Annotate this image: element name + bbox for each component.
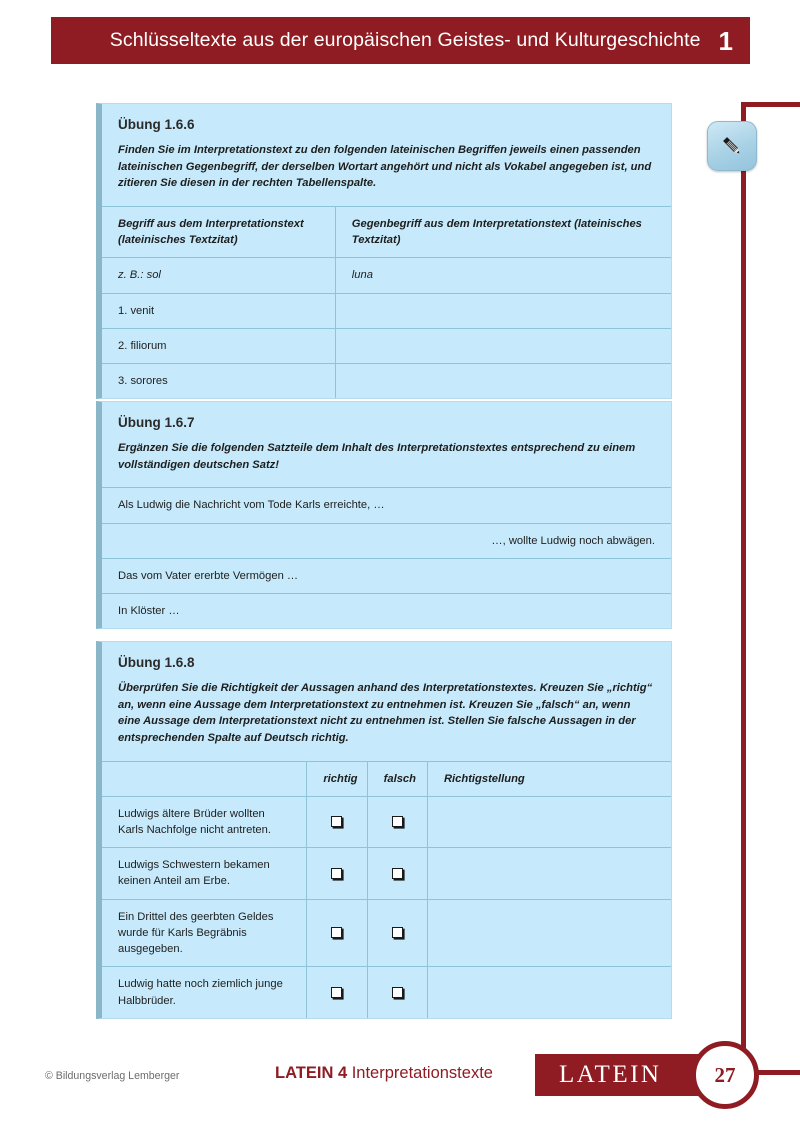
column-header-falsch: falsch <box>367 762 427 797</box>
checkbox-cell-richtig[interactable] <box>307 899 367 967</box>
exercise-table <box>102 207 671 398</box>
table-row <box>102 328 671 363</box>
sentence-fragment[interactable]: Das vom Vater ererbte Vermögen … <box>102 558 671 593</box>
table-row <box>102 848 671 899</box>
statement-text: Ludwigs ältere Brüder wollten Karls Nachfolge nicht antreten. <box>102 796 307 847</box>
table-row <box>102 293 671 328</box>
exercise-title: Übung 1.6.6 <box>118 117 195 132</box>
exercise-box-1-6-6 <box>96 103 672 399</box>
table-row <box>102 523 671 558</box>
row-answer[interactable] <box>335 328 671 363</box>
checkbox-cell-falsch[interactable] <box>367 796 427 847</box>
chapter-number: 1 <box>718 25 733 56</box>
red-rail-bottom-connector <box>757 1070 800 1075</box>
exercise-header <box>102 642 671 762</box>
exercise-instruction: Finden Sie im Interpretationstext zu den folgenden lateinischen Begriffen jeweils einen passenden lateinischen Gegenbegriff, der derselben Wortart angehört und nicht als Vokabel angegeben ist, und zitieren Sie diesen in der rechten Tabellenspalte. <box>118 144 652 190</box>
exercise-instruction: Ergänzen Sie die folgenden Satzteile dem Inhalt des Interpretationstextes entsprechend zu einem vollständigen deutschen Satz! <box>118 442 636 471</box>
row-term: 2. filiorum <box>102 328 335 363</box>
row-answer[interactable] <box>335 364 671 399</box>
statement-text: Ein Drittel des geerbten Geldes wurde für Karls Begräbnis ausgegeben. <box>102 899 307 967</box>
red-rail-top-connector <box>741 102 800 107</box>
column-header-line2: (lateinisches Textzitat) <box>118 234 238 247</box>
exercise-header <box>102 402 671 488</box>
sentence-fragment[interactable]: …, wollte Ludwig noch abwägen. <box>102 523 671 558</box>
statement-text: Ludwig hatte noch ziemlich junge Halbbrüder. <box>118 978 283 1007</box>
sentence-fragment[interactable]: In Klöster … <box>118 605 180 618</box>
exercise-title: Übung 1.6.8 <box>118 655 195 670</box>
exercise-title: Übung 1.6.7 <box>118 415 195 430</box>
checkbox-cell-falsch[interactable] <box>367 899 427 967</box>
column-header-richtigstellung: Richtigstellung <box>427 762 671 797</box>
page-header-bar <box>51 17 750 64</box>
checkbox-richtig-icon[interactable] <box>331 868 342 879</box>
checkbox-richtig-icon[interactable] <box>331 816 342 827</box>
table-row <box>102 488 671 523</box>
checkbox-richtig-icon[interactable] <box>331 927 342 938</box>
correction-input-cell[interactable] <box>427 967 671 1018</box>
table-row <box>102 258 671 293</box>
red-rail-vertical <box>741 102 746 1070</box>
column-header-gegenbegriff: Gegenbegriff aus dem Interpretationstext (lateinisches Textzitat) <box>335 207 671 258</box>
exercise-table <box>102 762 671 1018</box>
sentence-fragment[interactable]: Als Ludwig die Nachricht vom Tode Karls erreichte, … <box>102 488 671 523</box>
row-answer[interactable]: luna <box>335 258 671 293</box>
row-term: 3. sorores <box>118 375 168 388</box>
row-term: z. B.: sol <box>102 258 335 293</box>
checkbox-falsch-icon[interactable] <box>392 868 403 879</box>
page-number-badge <box>691 1041 759 1109</box>
column-header-begriff <box>102 207 335 258</box>
table-row <box>102 364 671 399</box>
column-header-richtig: richtig <box>307 762 367 797</box>
exercise-table <box>102 488 671 628</box>
exercise-box-1-6-7 <box>96 401 672 629</box>
correction-input-cell[interactable] <box>427 796 671 847</box>
latein-logo-plate <box>535 1054 707 1096</box>
exercise-box-1-6-8 <box>96 641 672 1019</box>
table-row <box>102 796 671 847</box>
column-header-line1: Begriff aus dem Interpretationstext <box>118 217 304 230</box>
table-header-row <box>102 207 671 258</box>
checkbox-cell-falsch[interactable] <box>367 967 427 1018</box>
copyright-notice: © Bildungsverlag Lemberger <box>45 1070 180 1082</box>
table-row <box>102 899 671 967</box>
page-number: 27 <box>714 1062 736 1087</box>
column-header-statement <box>102 762 307 797</box>
checkbox-cell-falsch[interactable] <box>367 848 427 899</box>
latein-logo-text: LATEIN <box>559 1061 662 1088</box>
series-label-light: Interpretationstexte <box>347 1064 493 1082</box>
row-answer[interactable] <box>335 293 671 328</box>
checkbox-falsch-icon[interactable] <box>392 987 403 998</box>
pencil-icon <box>719 133 745 159</box>
checkbox-cell-richtig[interactable] <box>307 796 367 847</box>
page-title: Schlüsseltexte aus der europäischen Geistes- und Kulturgeschichte <box>109 29 701 51</box>
pencil-badge <box>707 121 757 171</box>
correction-input-cell[interactable] <box>427 848 671 899</box>
series-label <box>275 1064 493 1083</box>
checkbox-falsch-icon[interactable] <box>392 927 403 938</box>
row-term: 1. venit <box>102 293 335 328</box>
table-row <box>102 967 671 1018</box>
checkbox-cell-richtig[interactable] <box>307 848 367 899</box>
exercise-instruction: Überprüfen Sie die Richtigkeit der Aussagen anhand des Interpretationstextes. Kreuzen Sie „richtig“ an, wenn eine Aussage dem Interpretationstext zu entnehmen ist. Kreuzen Sie „falsch“ an, wenn eine Aussage dem Interpretationstext nicht zu entnehmen ist. Stellen Sie falsche Aussagen in der entsprechenden Spalte auf Deutsch richtig. <box>118 682 653 744</box>
table-row <box>102 558 671 593</box>
table-row <box>102 594 671 629</box>
series-label-bold: LATEIN 4 <box>275 1064 348 1082</box>
table-header-row <box>102 762 671 797</box>
correction-input-cell[interactable] <box>427 899 671 967</box>
checkbox-falsch-icon[interactable] <box>392 816 403 827</box>
statement-text: Ludwigs Schwestern bekamen keinen Anteil am Erbe. <box>102 848 307 899</box>
checkbox-richtig-icon[interactable] <box>331 987 342 998</box>
exercise-header <box>102 104 671 207</box>
checkbox-cell-richtig[interactable] <box>307 967 367 1018</box>
